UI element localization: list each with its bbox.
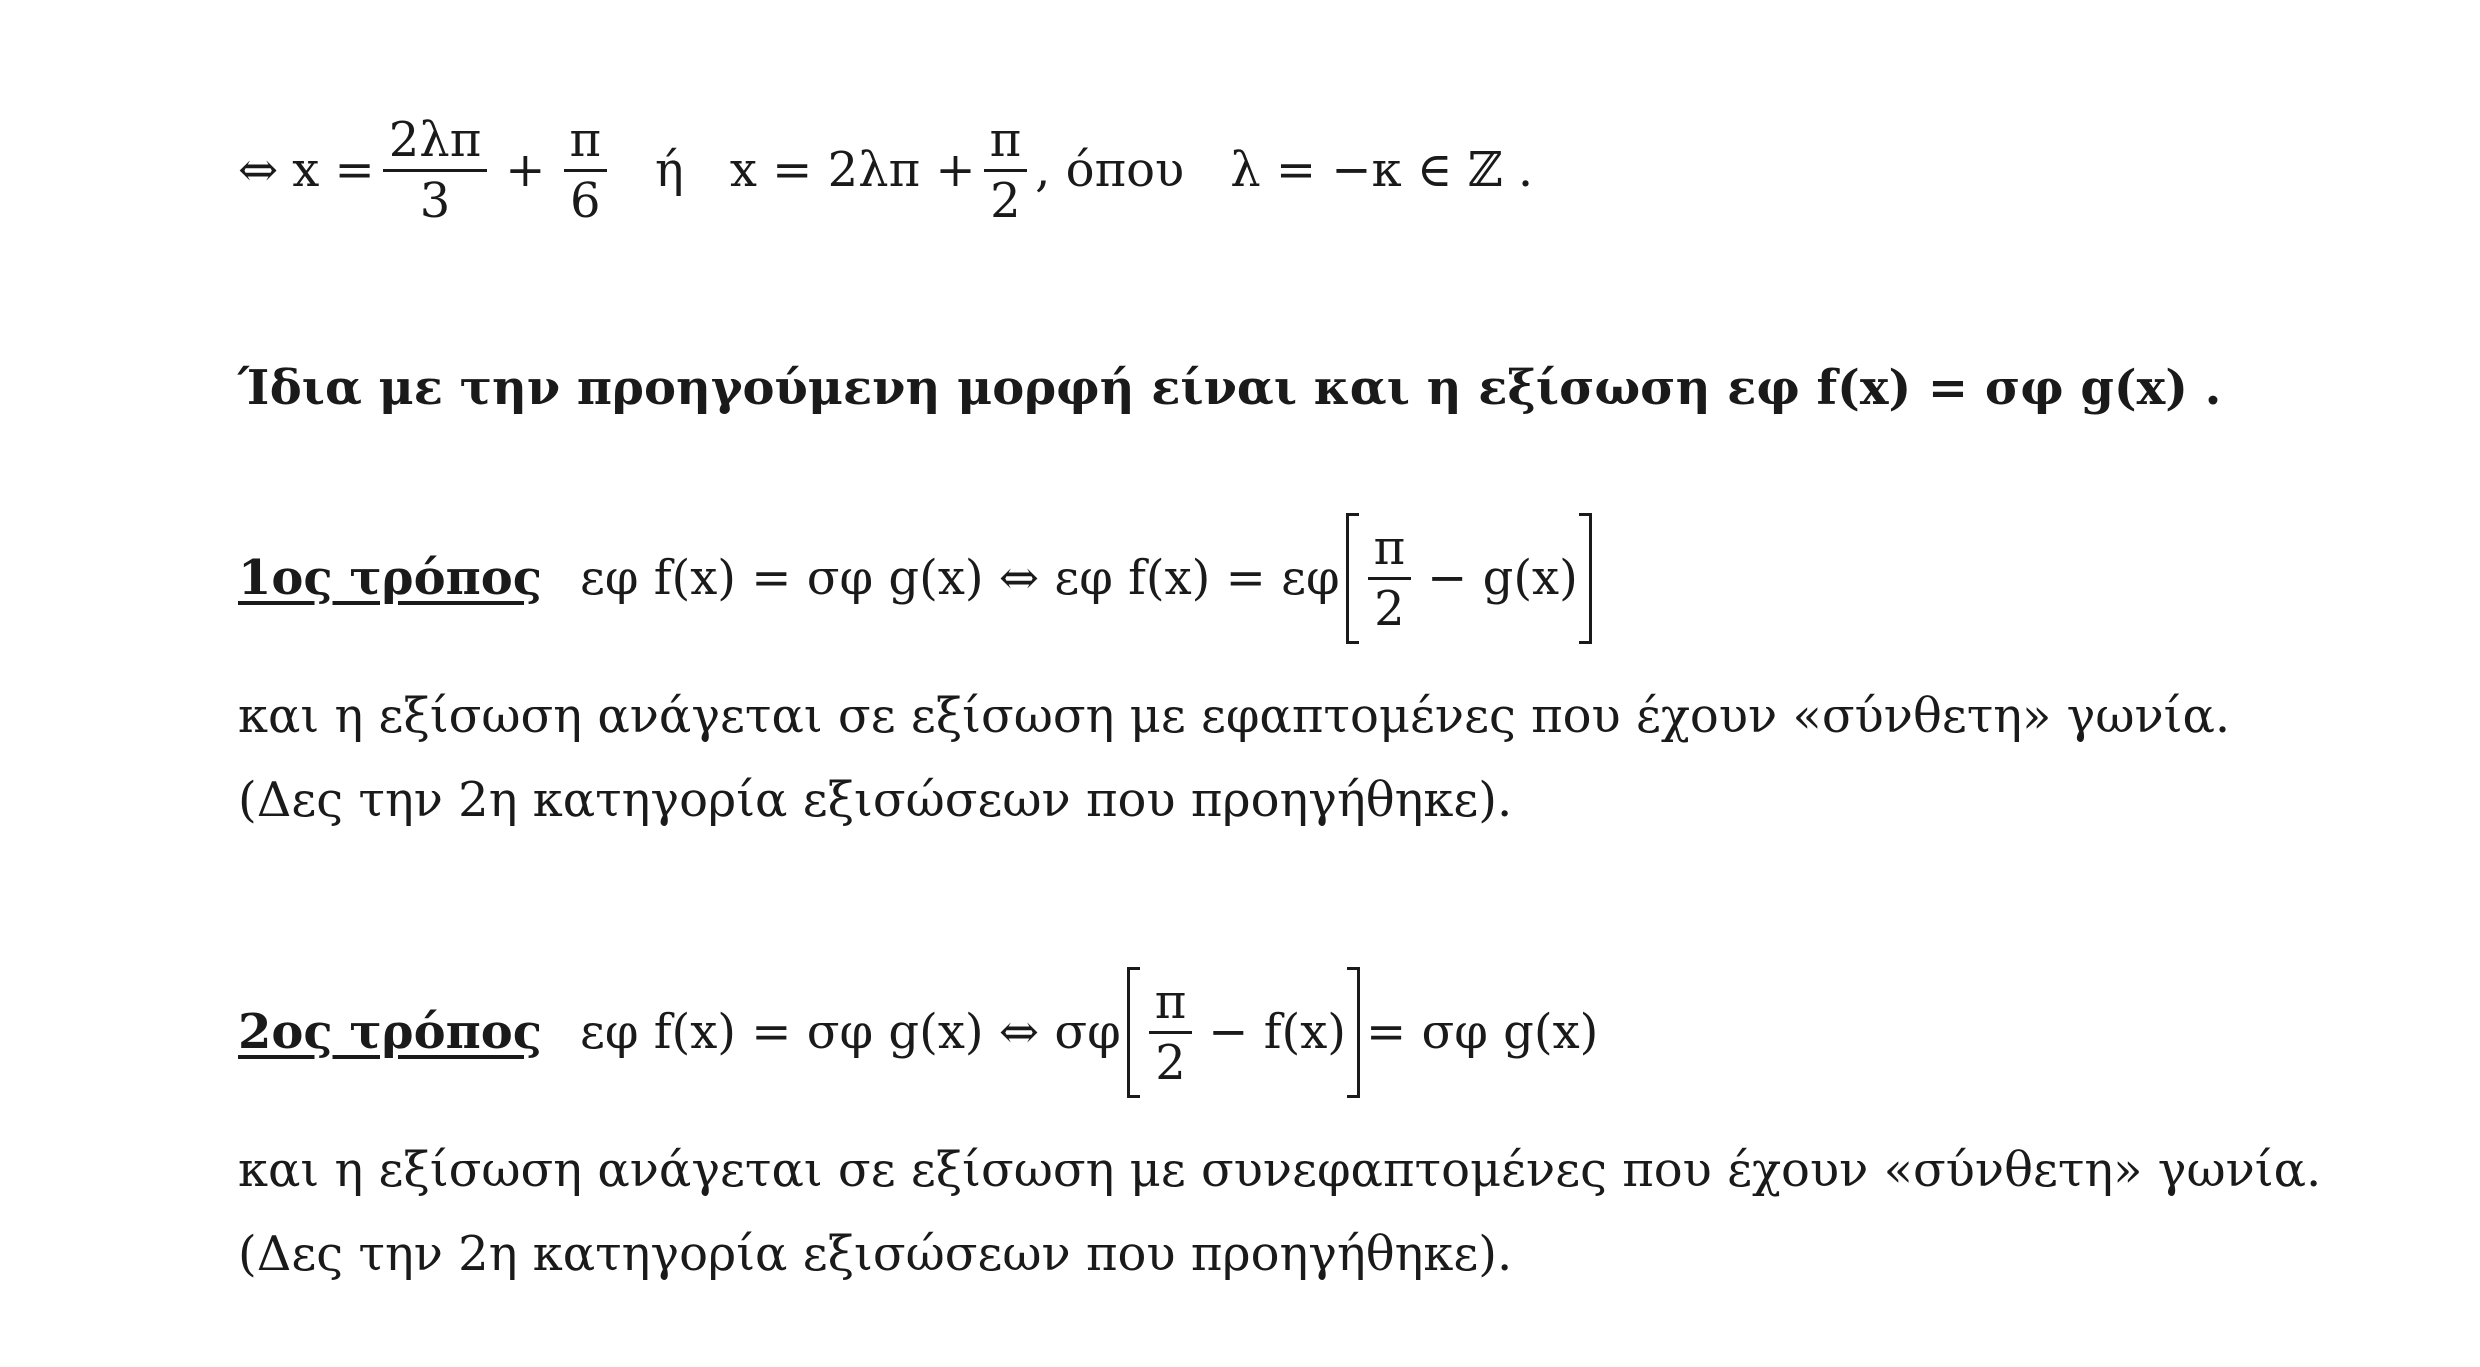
fraction-pi-over-2: $\frac{\pi}{2}$ <box>1368 519 1412 638</box>
method1-equation <box>238 508 1598 648</box>
method2-label: 2ος τρόπος <box>238 1004 542 1060</box>
method2-inner: − f(x) <box>1208 1004 1347 1060</box>
intro-sentence: Ίδια με την προηγούμενη μορφή είναι και η εξίσωση εφ f(x) = σφ g(x) . <box>238 360 2222 416</box>
method1-reference: (Δες την 2η κατηγορία εξισώσεων που προηγήθηκε). <box>238 772 1513 828</box>
iff-symbol: ⇔ <box>238 142 279 198</box>
fraction-2lambda-pi-over-3: $\frac{2\lambda\pi}{3}$ <box>383 111 488 230</box>
method1-lhs: εφ f(x) = σφ g(x) ⇔ εφ f(x) = εφ <box>579 550 1340 606</box>
or-word: ή <box>655 142 684 198</box>
x-equals: x = <box>292 142 375 198</box>
second-solution: x = 2λπ + <box>729 142 976 198</box>
method1-explanation: και η εξίσωση ανάγεται σε εξίσωση με εφαπτομένες που έχουν «σύνθετη» γωνία. <box>238 688 2231 744</box>
fraction-pi-over-2: $\frac{\pi}{2}$ <box>1149 973 1193 1092</box>
method1-inner: − g(x) <box>1427 550 1578 606</box>
method1-bracket <box>1346 519 1592 638</box>
lambda-condition: λ = −κ ∈ ℤ . <box>1230 142 1534 198</box>
method2-rhs: = σφ g(x) <box>1366 1004 1599 1060</box>
method2-bracket <box>1127 973 1360 1092</box>
method2-reference: (Δες την 2η κατηγορία εξισώσεων που προηγήθηκε). <box>238 1226 1513 1282</box>
fraction-pi-over-2: $\frac{\pi}{2}$ <box>984 111 1028 230</box>
method2-explanation: και η εξίσωση ανάγεται σε εξίσωση με συνεφαπτομένες που έχουν «σύνθετη» γωνία. <box>238 1142 2322 1198</box>
method2-equation <box>238 962 1598 1102</box>
plus-sign: + <box>505 142 546 198</box>
where-word: , όπου <box>1035 142 1185 198</box>
method2-lhs: εφ f(x) = σφ g(x) ⇔ σφ <box>579 1004 1121 1060</box>
method1-label: 1ος τρόπος <box>238 550 542 606</box>
solution-equation <box>238 100 1533 240</box>
fraction-pi-over-6: $\frac{\pi}{6}$ <box>564 111 608 230</box>
